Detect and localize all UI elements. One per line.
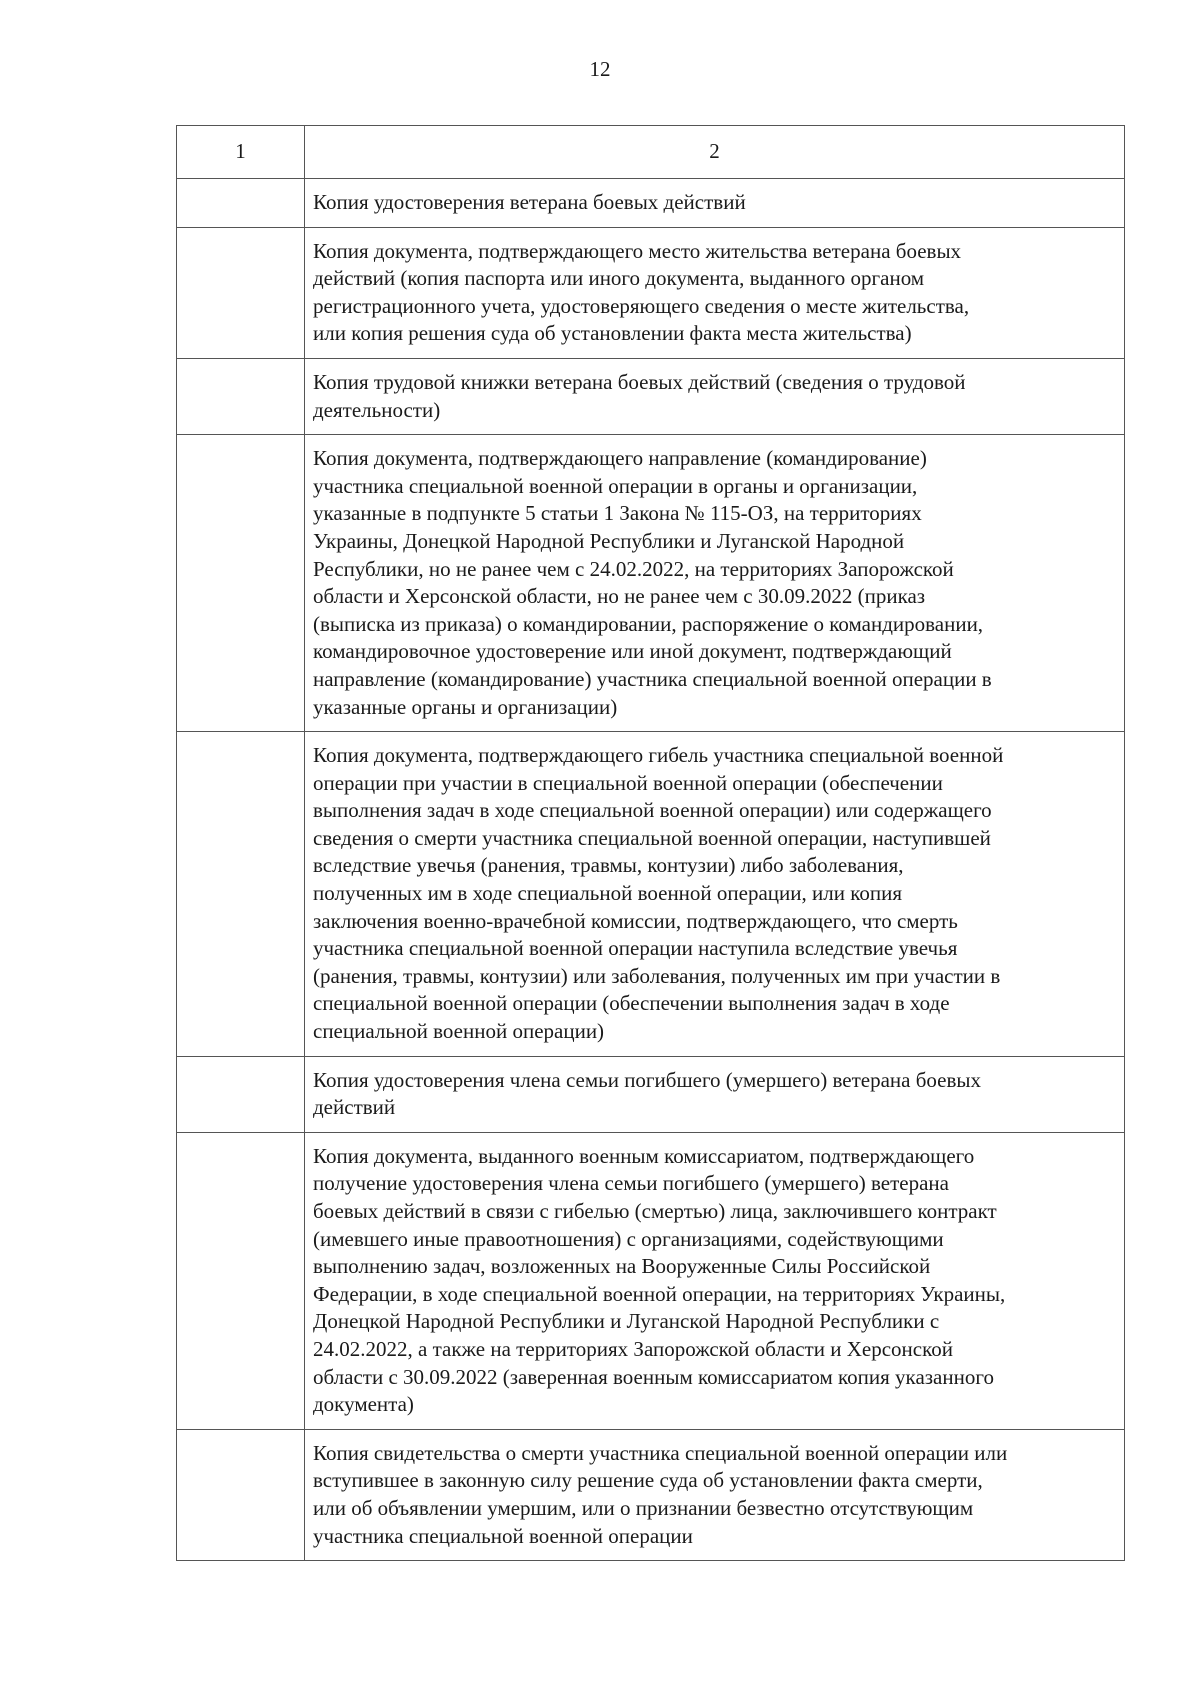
description-line: полученных им в ходе специальной военной операции, или копия <box>313 881 902 906</box>
table-header-row <box>177 126 1125 179</box>
row-number-cell <box>177 435 305 732</box>
document-description-cell <box>305 358 1125 434</box>
description-line: Федерации, в ходе специальной военной операции, на территориях Украины, <box>313 1281 1006 1306</box>
description-line: выполнению задач, возложенных на Вооруженные Силы Российской <box>313 1254 931 1279</box>
table-row <box>177 435 1125 732</box>
row-number-cell <box>177 732 305 1057</box>
document-description-cell <box>305 732 1125 1057</box>
row-number-cell <box>177 179 305 228</box>
description-line: вследствие увечья (ранения, травмы, контузии) либо заболевания, <box>313 853 904 878</box>
description-line: операции при участии в специальной военной операции (обеспечении <box>313 770 943 795</box>
description-line: документа) <box>313 1392 414 1417</box>
description-line: (выписка из приказа) о командировании, распоряжение о командировании, <box>313 611 984 636</box>
table-row <box>177 732 1125 1057</box>
description-line: участника специальной военной операции <box>313 1523 693 1548</box>
description-line: Копия документа, подтверждающего гибель участника специальной военной <box>313 743 1004 768</box>
document-description-cell <box>305 179 1125 228</box>
description-line: командировочное удостоверение или иной документ, подтверждающий <box>313 639 952 664</box>
description-line: указанные органы и организации) <box>313 694 618 719</box>
description-line: участника специальной военной операции в органы и организации, <box>313 473 918 498</box>
description-line: направление (командирование) участника специальной военной операции в <box>313 666 992 691</box>
document-description-cell <box>305 1132 1125 1429</box>
description-line: Украины, Донецкой Народной Республики и Луганской Народной <box>313 528 905 553</box>
description-line: или копия решения суда об установлении факта места жительства) <box>313 321 912 346</box>
description-line: получение удостоверения члена семьи погибшего (умершего) ветерана <box>313 1171 949 1196</box>
description-line: области с 30.09.2022 (заверенная военным комиссариатом копия указанного <box>313 1364 994 1389</box>
description-line: Копия свидетельства о смерти участника специальной военной операции или <box>313 1440 1008 1465</box>
description-line: специальной военной операции (обеспечении выполнения задач в ходе <box>313 991 950 1016</box>
description-line: Республики, но не ранее чем с 24.02.2022, на территориях Запорожской <box>313 556 954 581</box>
table-row <box>177 1132 1125 1429</box>
header-cell-1: 1 <box>177 126 305 179</box>
description-line: Копия удостоверения члена семьи погибшего (умершего) ветерана боевых <box>313 1067 981 1092</box>
document-description-cell <box>305 227 1125 358</box>
table-row <box>177 179 1125 228</box>
table-body <box>177 126 1125 1561</box>
description-line: Копия документа, выданного военным комиссариатом, подтверждающего <box>313 1143 975 1168</box>
row-number-cell <box>177 227 305 358</box>
description-line: действий <box>313 1095 396 1120</box>
description-line: Копия трудовой книжки ветерана боевых действий (сведения о трудовой <box>313 369 966 394</box>
description-line: деятельности) <box>313 397 441 422</box>
table-row <box>177 1056 1125 1132</box>
document-description-cell <box>305 1056 1125 1132</box>
description-line: 24.02.2022, а также на территориях Запорожской области и Херсонской <box>313 1336 953 1361</box>
description-line: области и Херсонской области, но не ранее чем с 30.09.2022 (приказ <box>313 584 926 609</box>
description-line: боевых действий в связи с гибелью (смертью) лица, заключившего контракт <box>313 1199 997 1223</box>
row-number-cell <box>177 1132 305 1429</box>
description-line: Копия удостоверения ветерана боевых действий <box>313 190 746 214</box>
table-row <box>177 1429 1125 1560</box>
document-description-cell <box>305 1429 1125 1560</box>
description-line: заключения военно-врачебной комиссии, подтверждающего, что смерть <box>313 908 958 933</box>
documents-table <box>176 125 1125 1561</box>
page-number: 12 <box>589 57 611 81</box>
description-line: вступившее в законную силу решение суда об установлении факта смерти, <box>313 1468 983 1493</box>
description-line: специальной военной операции) <box>313 1019 605 1044</box>
row-number-cell <box>177 358 305 434</box>
description-line: Копия документа, подтверждающего направление (командирование) <box>313 446 927 471</box>
row-number-cell <box>177 1056 305 1132</box>
description-line: или об объявлении умершим, или о признании безвестно отсутствующим <box>313 1495 974 1520</box>
description-line: Копия документа, подтверждающего место жительства ветерана боевых <box>313 238 962 263</box>
description-line: действий (копия паспорта или иного документа, выданного органом <box>313 266 925 291</box>
document-description-cell <box>305 435 1125 732</box>
description-line: выполнения задач в ходе специальной военной операции) или содержащего <box>313 798 992 823</box>
description-line: указанные в подпункте 5 статьи 1 Закона № 115-ОЗ, на территориях <box>313 501 922 526</box>
description-line: Донецкой Народной Республики и Луганской Народной Республики с <box>313 1309 940 1334</box>
description-line: (имевшего иные правоотношения) с организациями, содействующими <box>313 1226 944 1251</box>
description-line: сведения о смерти участника специальной военной операции, наступившей <box>313 825 991 850</box>
description-line: участника специальной военной операции наступила вследствие увечья <box>313 936 958 961</box>
table-row <box>177 227 1125 358</box>
row-number-cell <box>177 1429 305 1560</box>
header-cell-2: 2 <box>305 126 1125 179</box>
description-line: (ранения, травмы, контузии) или заболевания, полученных им при участии в <box>313 963 1001 988</box>
table-row <box>177 358 1125 434</box>
description-line: регистрационного учета, удостоверяющего сведения о месте жительства, <box>313 293 970 318</box>
